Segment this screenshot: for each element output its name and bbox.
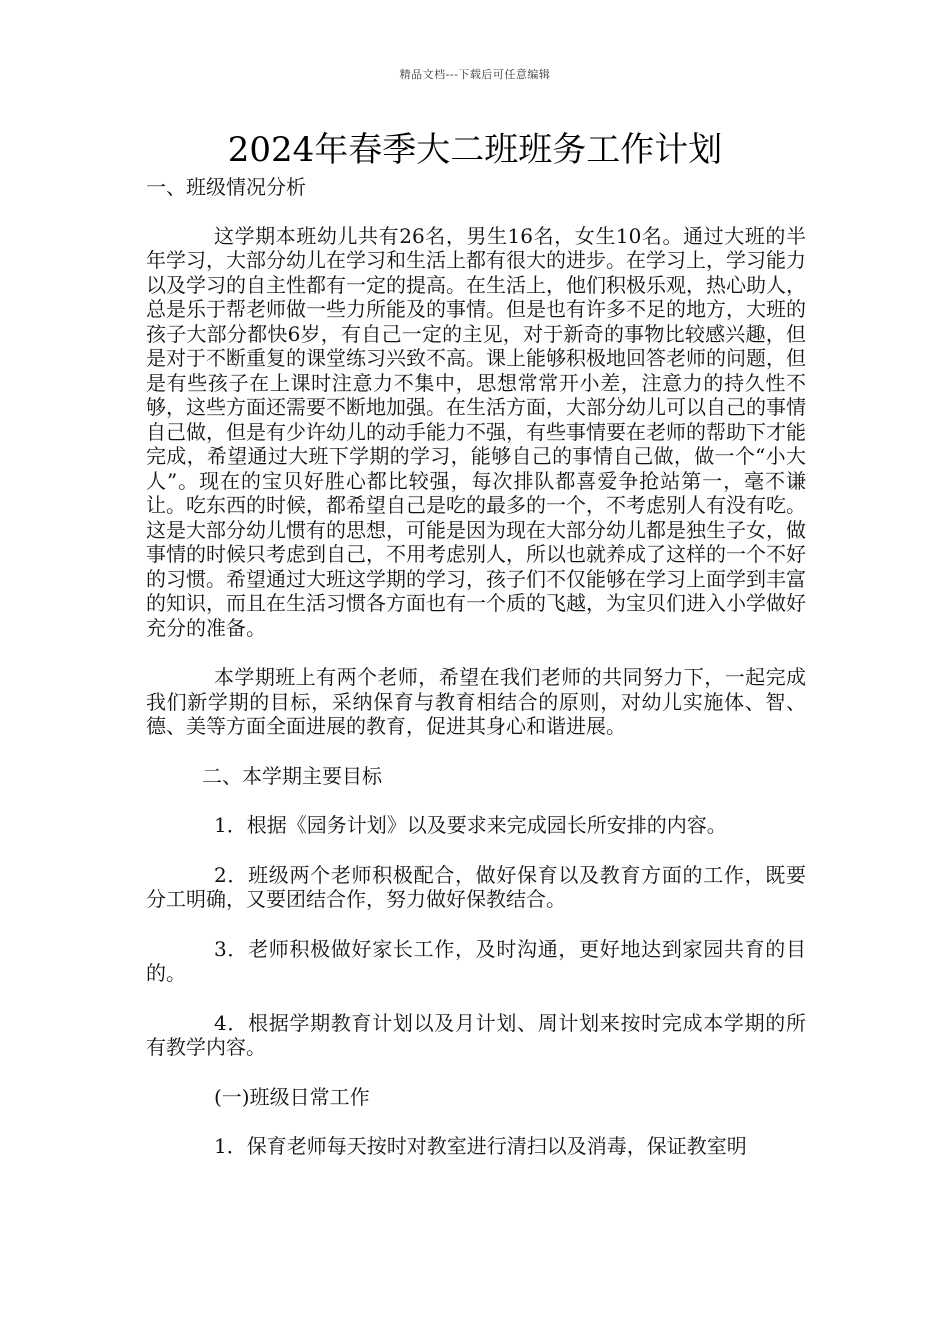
subsection-heading-daily-work: (一)班级日常工作 [214,1084,370,1109]
goal-item-4: 4．根据学期教育计划以及月计划、周计划来按时完成本学期的所有教学内容。 [146,1010,806,1059]
section-heading-class-analysis: 一、班级情况分析 [146,175,306,199]
section-heading-goals: 二、本学期主要目标 [202,763,382,788]
goal-item-1: 1．根据《园务计划》以及要求来完成园长所安排的内容。 [214,813,727,837]
goal-item-3: 3．老师积极做好家长工作，及时沟通，更好地达到家园共育的目的。 [146,936,806,985]
daily-work-item-1: 1．保育老师每天按时对教室进行清扫以及消毒，保证教室明 [214,1134,747,1158]
goal-item-2: 2．班级两个老师积极配合，做好保育以及教育方面的工作，既要分工明确，又要团结合作，努力做好保教结合。 [146,862,806,911]
document-title: 2024年春季大二班班务工作计划 [227,130,723,170]
paragraph-teachers: 本学期班上有两个老师，希望在我们老师的共同努力下，一起完成我们新学期的目标，采纳保育与教育相结合的原则，对幼儿实施体、智、德、美等方面全面进展的教育，促进其身心和谐进展。 [146,665,806,738]
paragraph-class-analysis: 这学期本班幼儿共有26名，男生16名，女生10名。通过大班的半年学习，大部分幼儿在学习和生活上都有很大的进步。在学习上，学习能力以及学习的自主性都有一定的提高。在生活上，他们积极乐观，热心助人，总是乐于帮老师做一些力所能及的事情。但是也有许多不足的地方，大班的孩子大部分都快6岁，有自己一定的主见，对于新奇的事物比较感兴趣，但是对于不断重复的课堂练习兴致不高。课上能够积极地回答老师的问题，但是有些孩子在上课时注意力不集中，思想常常开小差，注意力的持久性不够，这些方面还需要不断地加强。在生活方面，大部分幼儿可以自己的事情自己做，但是有少许幼儿的动手能力不强，有些事情要在老师的帮助下才能完成，希望通过大班下学期的学习，能够自己的事情自己做，做一个“小大人”。现在的宝贝好胜心都比较强，每次排队都喜爱争抢站第一，毫不谦让。吃东西的时候，都希望自己是吃的最多的一个，不考虑别人有没有吃。这是大部分幼儿惯有的思想，可能是因为现在大部分幼儿都是独生子女，做事情的时候只考虑到自己，不用考虑别人，所以也就养成了这样的一个不好的习惯。希望通过大班这学期的学习，孩子们不仅能够在学习上面学到丰富的知识，而且在生活习惯各方面也有一个质的飞越，为宝贝们进入小学做好充分的准备。 [146,223,806,640]
header-note: 精品文档---下载后可任意编辑 [399,68,551,81]
document-body [146,175,806,1159]
